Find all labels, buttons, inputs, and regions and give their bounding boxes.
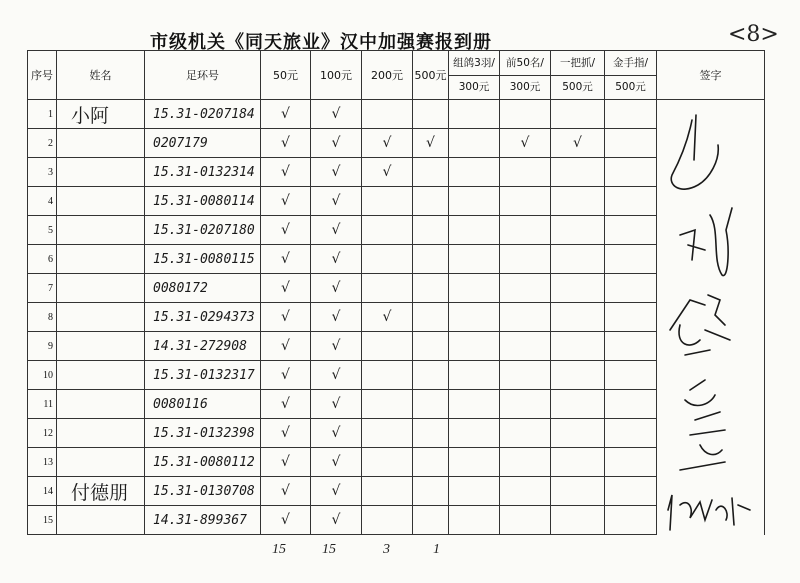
header-grab xyxy=(551,51,605,100)
fee-50: √ xyxy=(261,419,311,448)
fee-top50 xyxy=(500,506,551,535)
fee-gold xyxy=(605,448,657,477)
fee-top50 xyxy=(500,274,551,303)
row-number: 5 xyxy=(28,216,57,245)
fee-100: √ xyxy=(311,332,362,361)
fee-group xyxy=(449,477,500,506)
row-number: 10 xyxy=(28,361,57,390)
fee-grab: √ xyxy=(551,129,605,158)
fee-group xyxy=(449,245,500,274)
fee-200 xyxy=(362,332,413,361)
fee-500 xyxy=(413,245,449,274)
fee-100: √ xyxy=(311,506,362,535)
fee-500 xyxy=(413,448,449,477)
fee-500 xyxy=(413,361,449,390)
fee-500 xyxy=(413,303,449,332)
fee-200: √ xyxy=(362,303,413,332)
row-number: 3 xyxy=(28,158,57,187)
fee-50: √ xyxy=(261,390,311,419)
ring-number: 15.31-0080114 xyxy=(145,187,261,216)
ring-number: 15.31-0132317 xyxy=(145,361,261,390)
holder-name xyxy=(57,506,145,535)
ring-number: 0080116 xyxy=(145,390,261,419)
total-50: 15 xyxy=(272,542,286,557)
page-number: <8> xyxy=(728,22,779,47)
fee-top50 xyxy=(500,477,551,506)
header-gold-top: 金手指/ xyxy=(605,52,656,76)
fee-50: √ xyxy=(261,448,311,477)
row-number: 2 xyxy=(28,129,57,158)
holder-name xyxy=(57,129,145,158)
fee-top50 xyxy=(500,158,551,187)
fee-group xyxy=(449,506,500,535)
fee-200 xyxy=(362,419,413,448)
header-group xyxy=(449,51,500,100)
fee-grab xyxy=(551,245,605,274)
fee-100: √ xyxy=(311,129,362,158)
fee-gold xyxy=(605,129,657,158)
ring-number: 0080172 xyxy=(145,274,261,303)
fee-200 xyxy=(362,187,413,216)
signature-stroke-5 xyxy=(668,495,750,530)
ring-number: 14.31-899367 xyxy=(145,506,261,535)
fee-grab xyxy=(551,361,605,390)
fee-group xyxy=(449,187,500,216)
row-number: 15 xyxy=(28,506,57,535)
fee-group xyxy=(449,303,500,332)
fee-500 xyxy=(413,332,449,361)
fee-50: √ xyxy=(261,158,311,187)
fee-200: √ xyxy=(362,129,413,158)
header-group-bot: 300元 xyxy=(458,80,490,93)
fee-group xyxy=(449,158,500,187)
fee-gold xyxy=(605,419,657,448)
ring-number: 15.31-0132398 xyxy=(145,419,261,448)
fee-grab xyxy=(551,419,605,448)
row-number: 1 xyxy=(28,100,57,129)
fee-100: √ xyxy=(311,158,362,187)
fee-grab xyxy=(551,187,605,216)
header-gold-bot: 500元 xyxy=(615,80,646,93)
fee-grab xyxy=(551,477,605,506)
holder-name xyxy=(57,390,145,419)
form-title: 市级机关《同天旅业》汉中加强赛报到册 xyxy=(150,32,492,53)
holder-name: 付德朋 xyxy=(57,477,145,506)
fee-500 xyxy=(413,100,449,129)
fee-top50 xyxy=(500,390,551,419)
header-group-top: 组鸽3羽/ xyxy=(449,52,499,76)
fee-500 xyxy=(413,274,449,303)
fee-group xyxy=(449,332,500,361)
row-number: 4 xyxy=(28,187,57,216)
header-row xyxy=(28,51,765,100)
fee-gold xyxy=(605,361,657,390)
fee-grab xyxy=(551,506,605,535)
fee-grab xyxy=(551,100,605,129)
holder-name xyxy=(57,303,145,332)
header-name: 姓名 xyxy=(57,51,145,100)
header-gold xyxy=(605,51,657,100)
fee-200 xyxy=(362,361,413,390)
fee-100: √ xyxy=(311,274,362,303)
fee-grab xyxy=(551,216,605,245)
fee-100: √ xyxy=(311,361,362,390)
fee-100: √ xyxy=(311,245,362,274)
holder-name xyxy=(57,158,145,187)
fee-grab xyxy=(551,303,605,332)
holder-name xyxy=(57,448,145,477)
fee-gold xyxy=(605,245,657,274)
fee-200 xyxy=(362,477,413,506)
header-500: 500元 xyxy=(413,51,449,100)
fee-top50 xyxy=(500,419,551,448)
row-number: 13 xyxy=(28,448,57,477)
fee-100: √ xyxy=(311,390,362,419)
fee-50: √ xyxy=(261,477,311,506)
holder-name: 小阿 xyxy=(57,100,145,129)
fee-top50 xyxy=(500,361,551,390)
fee-gold xyxy=(605,216,657,245)
fee-200 xyxy=(362,390,413,419)
ring-number: 15.31-0080115 xyxy=(145,245,261,274)
fee-gold xyxy=(605,158,657,187)
fee-top50 xyxy=(500,303,551,332)
fee-500 xyxy=(413,187,449,216)
fee-200 xyxy=(362,100,413,129)
ring-number: 15.31-0080112 xyxy=(145,448,261,477)
total-500: 1 xyxy=(433,542,440,557)
fee-group xyxy=(449,361,500,390)
row-number: 8 xyxy=(28,303,57,332)
holder-name xyxy=(57,187,145,216)
ring-number: 15.31-0294373 xyxy=(145,303,261,332)
header-top50-bot: 300元 xyxy=(509,80,541,93)
fee-200 xyxy=(362,274,413,303)
header-50: 50元 xyxy=(261,51,311,100)
fee-50: √ xyxy=(261,332,311,361)
fee-100: √ xyxy=(311,100,362,129)
fee-100: √ xyxy=(311,477,362,506)
header-top50-top: 前50名/ xyxy=(500,52,550,76)
signature-stroke-4 xyxy=(680,380,725,470)
fee-100: √ xyxy=(311,419,362,448)
fee-100: √ xyxy=(311,303,362,332)
row-number: 14 xyxy=(28,477,57,506)
fee-50: √ xyxy=(261,274,311,303)
header-grab-top: 一把抓/ xyxy=(551,52,604,76)
fee-100: √ xyxy=(311,187,362,216)
fee-top50 xyxy=(500,216,551,245)
signature-stroke-3 xyxy=(670,295,730,355)
fee-grab xyxy=(551,390,605,419)
ring-number: 14.31-272908 xyxy=(145,332,261,361)
fee-500 xyxy=(413,506,449,535)
fee-200 xyxy=(362,245,413,274)
fee-200 xyxy=(362,216,413,245)
fee-200 xyxy=(362,506,413,535)
row-number: 11 xyxy=(28,390,57,419)
fee-500 xyxy=(413,419,449,448)
fee-group xyxy=(449,129,500,158)
fee-50: √ xyxy=(261,216,311,245)
fee-200: √ xyxy=(362,158,413,187)
header-seq: 序号 xyxy=(28,51,57,100)
fee-gold xyxy=(605,332,657,361)
fee-top50 xyxy=(500,332,551,361)
fee-group xyxy=(449,100,500,129)
fee-group xyxy=(449,419,500,448)
fee-gold xyxy=(605,506,657,535)
row-number: 6 xyxy=(28,245,57,274)
fee-top50 xyxy=(500,100,551,129)
holder-name xyxy=(57,332,145,361)
fee-gold xyxy=(605,274,657,303)
header-ring: 足环号 xyxy=(145,51,261,100)
signature-graphic xyxy=(650,100,770,560)
fee-gold xyxy=(605,390,657,419)
total-200: 3 xyxy=(383,542,390,557)
holder-name xyxy=(57,361,145,390)
fee-gold xyxy=(605,477,657,506)
header-top50 xyxy=(500,51,551,100)
fee-gold xyxy=(605,100,657,129)
ring-number: 0207179 xyxy=(145,129,261,158)
fee-500 xyxy=(413,390,449,419)
fee-group xyxy=(449,274,500,303)
header-100: 100元 xyxy=(311,51,362,100)
header-200: 200元 xyxy=(362,51,413,100)
holder-name xyxy=(57,419,145,448)
signature-stroke-2 xyxy=(680,208,732,276)
header-sign: 签字 xyxy=(657,51,765,100)
ring-number: 15.31-0207184 xyxy=(145,100,261,129)
ring-number: 15.31-0132314 xyxy=(145,158,261,187)
fee-500 xyxy=(413,216,449,245)
signature-stroke-1 xyxy=(671,115,718,189)
holder-name xyxy=(57,274,145,303)
fee-gold xyxy=(605,187,657,216)
fee-50: √ xyxy=(261,187,311,216)
fee-group xyxy=(449,390,500,419)
fee-top50 xyxy=(500,448,551,477)
fee-top50 xyxy=(500,245,551,274)
fee-gold xyxy=(605,303,657,332)
fee-50: √ xyxy=(261,100,311,129)
holder-name xyxy=(57,245,145,274)
fee-500 xyxy=(413,477,449,506)
fee-200 xyxy=(362,448,413,477)
fee-100: √ xyxy=(311,216,362,245)
ring-number: 15.31-0130708 xyxy=(145,477,261,506)
fee-50: √ xyxy=(261,506,311,535)
fee-grab xyxy=(551,448,605,477)
header-grab-bot: 500元 xyxy=(562,80,593,93)
fee-top50: √ xyxy=(500,129,551,158)
fee-50: √ xyxy=(261,245,311,274)
ring-number: 15.31-0207180 xyxy=(145,216,261,245)
fee-100: √ xyxy=(311,448,362,477)
holder-name xyxy=(57,216,145,245)
fee-grab xyxy=(551,274,605,303)
row-number: 12 xyxy=(28,419,57,448)
fee-50: √ xyxy=(261,303,311,332)
fee-50: √ xyxy=(261,361,311,390)
fee-top50 xyxy=(500,187,551,216)
fee-50: √ xyxy=(261,129,311,158)
fee-grab xyxy=(551,158,605,187)
fee-500: √ xyxy=(413,129,449,158)
fee-group xyxy=(449,448,500,477)
row-number: 9 xyxy=(28,332,57,361)
fee-500 xyxy=(413,158,449,187)
total-100: 15 xyxy=(322,542,336,557)
row-number: 7 xyxy=(28,274,57,303)
fee-grab xyxy=(551,332,605,361)
fee-group xyxy=(449,216,500,245)
